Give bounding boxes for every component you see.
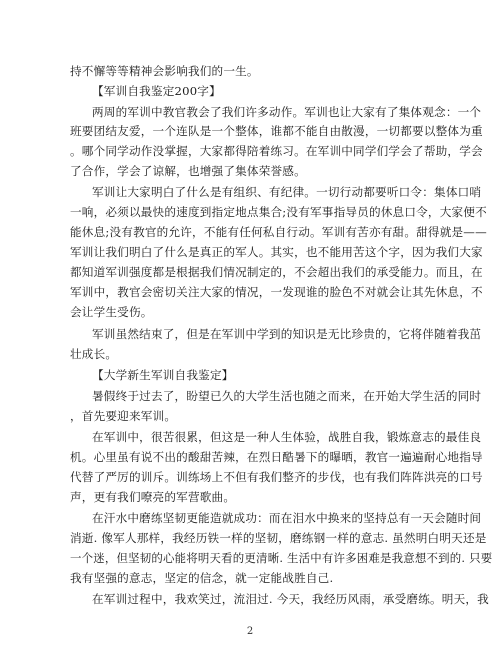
text-line: 暑假终于过去了，盼望已久的大学生活也随之而来，在开始大学生活的同时	[92, 389, 482, 403]
text-line: 两周的军训中教官教会了我们许多动作。军训也让大家有了集体观念：一个	[92, 105, 482, 119]
text-line: 。哪个同学动作没掌握，大家都得陪着练习。在军训中同学们学会了帮助，学会	[70, 144, 483, 158]
text-line: 在军训中，很苦很累，但这是一种人生体验，战胜自我，锻炼意志的最佳良	[92, 430, 482, 444]
text-line: 会让学生受伤。	[70, 305, 153, 319]
text-line: 在汗水中磨练坚韧更能造就成功：而在泪水中换来的坚持总有一天会随时间	[92, 511, 482, 525]
section-heading: 【军训自我鉴定200字】	[92, 84, 221, 98]
section-heading: 【大学新生军训自我鉴定】	[92, 368, 234, 382]
text-line: 持不懈等等精神会影响我们的一生。	[70, 64, 259, 78]
text-line: 消逝. 像军人那样，我经历铁一样的坚韧，磨练钢一样的意志. 虽然明白明天还是	[70, 531, 487, 545]
text-line: ，首先要迎来军训。	[70, 409, 177, 423]
text-line: 机。心里虽有说不出的酸甜苦辣，在烈日酷暑下的曝晒，教官一遍遍耐心地指导	[70, 450, 483, 464]
text-line: 军训虽然结束了，但是在军训中学到的知识是无比珍贵的，它将伴随着我茁	[92, 327, 482, 341]
text-line: 军训让我们明白了什么是真正的军人。其实，也不能用苦这个字，因为我们大家	[70, 245, 483, 259]
text-line: 一个迷，但坚韧的心能将明天看的更清晰. 生活中有许多困难是我意想不到的. 只要	[70, 551, 493, 565]
text-line: 一响，必须以最快的速度到指定地点集合;没有军事指导员的休息口令，大家便不	[70, 205, 487, 219]
text-line: 在军训过程中，我欢笑过，流泪过. 今天，我经历风雨，承受磨练。明天，我	[92, 592, 489, 606]
text-line: 声，更有我们嘹亮的军营歌曲。	[70, 490, 236, 504]
text-line: 代替了严厉的训斥。训练场上不但有我们整齐的步伐，也有我们阵阵洪亮的口号	[70, 470, 483, 484]
text-line: 壮成长。	[70, 347, 118, 361]
text-line: 军训让大家明白了什么是有组织、有纪律。一切行动都要听口令：集体口哨	[92, 185, 482, 199]
text-line: 军训中，教官会密切关注大家的情况，一发现谁的脸色不对就会让其先休息，不	[70, 285, 483, 299]
text-line: 我有坚强的意志，坚定的信念，就一定能战胜自己.	[70, 571, 334, 585]
text-line: 能休息;没有教官的允许，不能有任何私自行动。军训有苦亦有甜。甜得就是——	[70, 225, 487, 239]
text-line: 了合作，学会了谅解，也增强了集体荣誉感。	[70, 164, 306, 178]
text-line: 都知道军训强度都是根据我们情况制定的，不会超出我们的承受能力。而且，在	[70, 265, 483, 279]
text-line: 班要团结友爱，一个连队是一个整体，谁都不能自由散漫，一切都要以整体为重	[70, 124, 483, 138]
page-number: 2	[246, 626, 254, 637]
